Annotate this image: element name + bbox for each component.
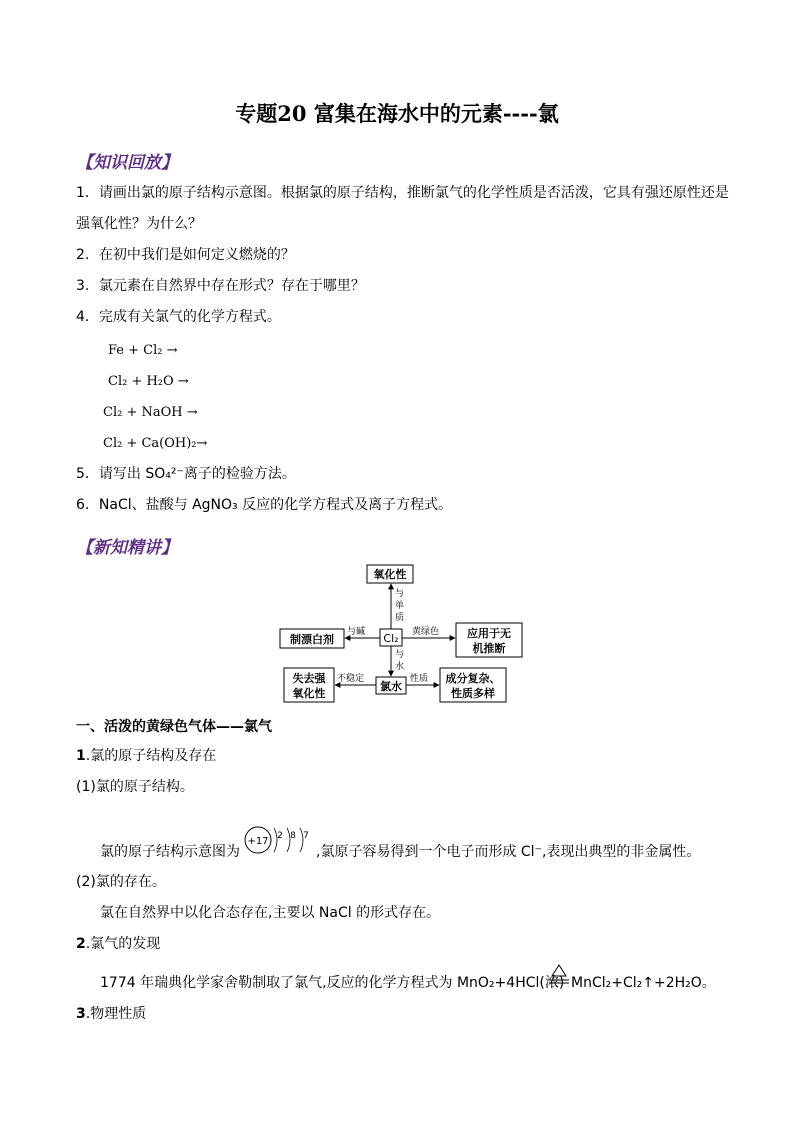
question-1: 1．请画出氯的原子结构示意图。根据氯的原子结构，推断氯气的化学性质是否活泼，它具有强还原性还是 — [76, 185, 729, 201]
subsection-1-title: .氯的原子结构及存在 — [85, 748, 217, 764]
subsection-1 — [76, 746, 216, 766]
paragraph-atom-structure: (1)氯的原子结构。 — [76, 779, 194, 795]
subsection-3-number: 3 — [76, 1006, 86, 1022]
paragraph-discovery-suffix: MnCl₂+Cl₂↑+2H₂O。 — [571, 975, 716, 991]
paragraph-existence-heading: (2)氯的存在。 — [76, 874, 166, 890]
label-bottom-left: 不稳定 — [337, 674, 365, 684]
diagram-bottom-right-2: 性质多样 — [451, 687, 495, 700]
label-bottom-right: 性质 — [410, 674, 429, 684]
section-heading-review: 【知识回放】 — [76, 153, 178, 173]
label-bottom-1: 与 — [395, 650, 405, 660]
diagram-left: 制漂白剂 — [290, 633, 334, 646]
subsection-3-title: .物理性质 — [85, 1006, 147, 1022]
paragraph-atom-diagram-suffix: ,氯原子容易得到一个电子而形成 Cl⁻,表现出典型的非金属性。 — [316, 844, 701, 860]
question-4: 4．完成有关氯气的化学方程式。 — [76, 309, 281, 325]
question-5: 5．请写出 SO₄²⁻离子的检验方法。 — [76, 466, 296, 482]
heating-condition-symbol — [548, 962, 570, 988]
question-6: 6．NaCl、盐酸与 AgNO₃ 反应的化学方程式及离子方程式。 — [76, 497, 453, 513]
subsection-2-title: .氯气的发现 — [85, 936, 161, 952]
diagram-bottom-left-2: 氧化性 — [292, 687, 326, 700]
paragraph-existence: 氯在自然界中以化合态存在,主要以 NaCl 的形式存在。 — [100, 905, 441, 921]
diagram-bottom-left-1: 失去强 — [292, 672, 326, 685]
atom-shell-2: 8 — [290, 831, 296, 841]
diagram-top: 氧化性 — [373, 568, 407, 581]
question-3: 3．氯元素在自然界中存在形式？存在于哪里？ — [76, 278, 365, 294]
equation-2: Cl₂ + H₂O → — [108, 374, 189, 389]
atom-shell-1: 2 — [277, 831, 283, 841]
label-right: 黄绿色 — [412, 627, 440, 637]
page-title: 专题20 富集在海水中的元素----氯 — [235, 101, 559, 126]
label-top-2: 单 — [395, 601, 405, 611]
diagram-center: Cl₂ — [383, 632, 399, 645]
label-left: 与碱 — [347, 627, 366, 637]
equation-3: Cl₂ + NaOH → — [103, 405, 198, 420]
equation-1: Fe + Cl₂ → — [108, 343, 178, 358]
subsection-1-number: 1 — [76, 748, 86, 764]
section-heading-chlorine: 一、活泼的黄绿色气体——氯气 — [76, 719, 272, 735]
diagram-right-2: 机推断 — [472, 642, 506, 655]
diagram-bottom: 氯水 — [380, 680, 402, 693]
question-1-continued: 强氧化性？为什么？ — [76, 216, 202, 232]
atom-nucleus: +17 — [247, 836, 269, 847]
section-heading-new: 【新知精讲】 — [76, 538, 178, 558]
diagram-bottom-right-1: 成分复杂、 — [445, 672, 501, 685]
subsection-2 — [76, 934, 160, 954]
question-2: 2．在初中我们是如何定义燃烧的？ — [76, 247, 295, 263]
atom-shell-3: 7 — [303, 831, 309, 841]
subsection-3 — [76, 1004, 146, 1024]
diagram-right-1: 应用于无 — [467, 627, 511, 640]
paragraph-atom-diagram-prefix: 氯的原子结构示意图为 — [100, 844, 240, 860]
label-top-3: 质 — [395, 613, 405, 623]
label-top-1: 与 — [395, 589, 405, 599]
chlorine-concept-diagram — [270, 560, 540, 710]
paragraph-discovery-prefix: 1774 年瑞典化学家舍勒制取了氯气,反应的化学方程式为 MnO₂+4HCl(浓) — [100, 975, 565, 991]
chlorine-atom-diagram — [242, 820, 316, 860]
label-bottom-2: 水 — [395, 662, 405, 672]
subsection-2-number: 2 — [76, 936, 86, 952]
equation-4: Cl₂ + Ca(OH)₂→ — [103, 436, 208, 451]
